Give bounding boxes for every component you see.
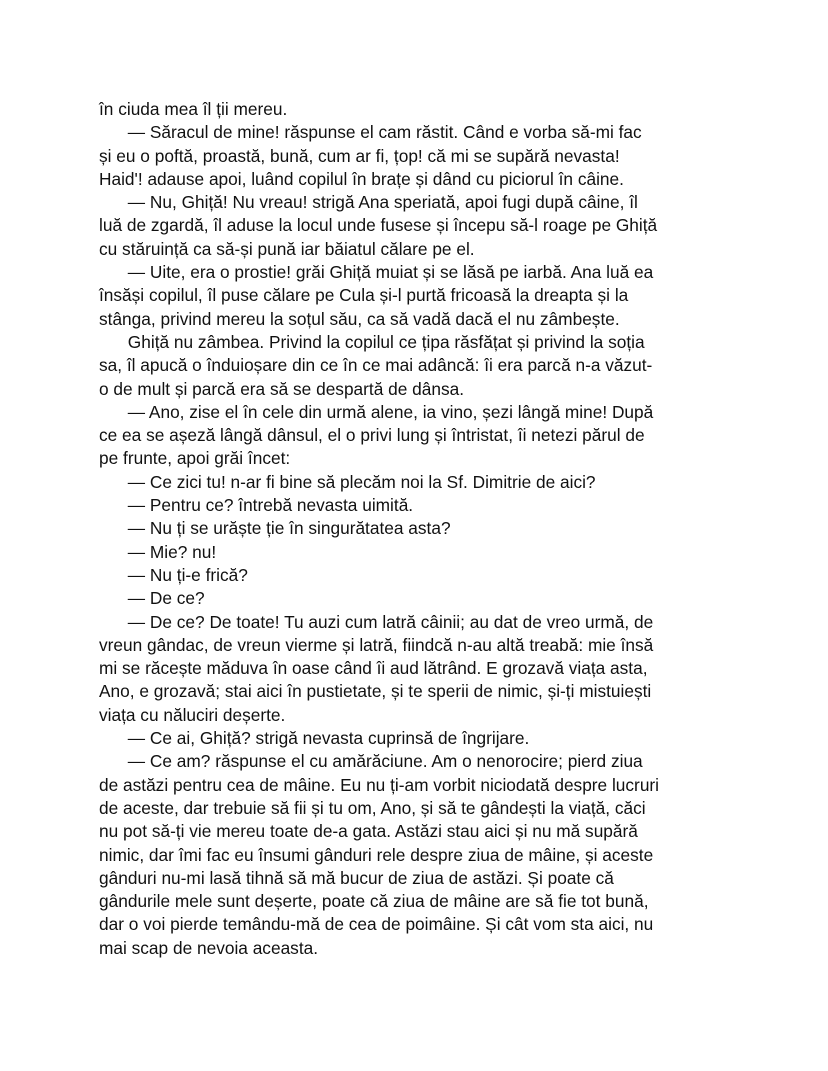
text-line: — Mie? nu! <box>99 541 217 562</box>
text-line: — Nu, Ghiță! Nu vreau! strigă Ana speriată, apoi fugi după câine, îl <box>99 192 638 213</box>
text-line: sa, îl apucă o înduioșare din ce în ce mai adâncă: îi era parcă n-a văzut- <box>99 355 653 376</box>
text-line: cu stăruință ca să-și pună iar băiatul călare pe el. <box>99 238 475 259</box>
text-line: stânga, privind mereu la soțul său, ca să vadă dacă el nu zâmbește. <box>99 308 620 329</box>
text-line: — Nu ți-e frică? <box>99 564 248 585</box>
text-line: Haid'! adause apoi, luând copilul în brațe și dând cu piciorul în câine. <box>99 168 624 189</box>
text-line: — De ce? <box>99 588 205 609</box>
text-line: — Uite, era o prostie! grăi Ghiță muiat și se lăsă pe iarbă. Ana luă ea <box>99 262 654 283</box>
text-line: dar o voi pierde temându-mă de cea de poimâine. Și cât vom sta aici, nu <box>99 914 654 935</box>
text-line: nu pot să-ți vie mereu toate de-a gata. Astăzi stau aici și nu mă supără <box>99 821 638 842</box>
text-line: gândurile mele sunt deșerte, poate că ziua de mâine are să fie tot bună, <box>99 891 649 912</box>
text-line: — De ce? De toate! Tu auzi cum latră câinii; au dat de vreo urmă, de <box>99 611 654 632</box>
text-line: — Ce ai, Ghiță? strigă nevasta cuprinsă de îngrijare. <box>99 728 530 749</box>
text-line: de aceste, dar trebuie să fii și tu om, Ano, și să te gândești la viață, căci <box>99 797 646 818</box>
text-line: o de mult și parcă era să se despartă de dânsa. <box>99 378 465 399</box>
text-line: mi se răcește măduva în oase când îi aud lătrând. E grozavă viața asta, <box>99 658 648 679</box>
text-line: gânduri nu-mi lasă tihnă să mă bucur de ziua de astăzi. Și poate că <box>99 867 614 888</box>
text-line: — Ano, zise el în cele din urmă alene, ia vino, șezi lângă mine! După <box>99 401 654 422</box>
text-line: — Nu ți se urăște ție în singurătatea asta? <box>99 518 451 539</box>
text-line: — Ce am? răspunse el cu amărăciune. Am o nenorocire; pierd ziua <box>99 751 643 772</box>
text-line: Ghiță nu zâmbea. Privind la copilul ce țipa răsfățat și privind la soția <box>99 331 645 352</box>
text-line: vreun gândac, de vreun vierme și latră, fiindcă n-au altă treabă: mie însă <box>99 634 654 655</box>
text-line: — Pentru ce? întrebă nevasta uimită. <box>99 495 414 516</box>
text-line: în ciuda mea îl ții mereu. <box>99 99 288 119</box>
text-line: de astăzi pentru cea de mâine. Eu nu ți-am vorbit niciodată despre lucruri <box>99 774 660 795</box>
text-line: luă de zgardă, îl aduse la locul unde fusese și începu să-l roage pe Ghiță <box>99 215 658 236</box>
document-text <box>99 98 739 960</box>
text-line: nimic, dar îmi fac eu însumi gânduri rele despre ziua de mâine, și aceste <box>99 844 654 865</box>
text-line: viața cu năluciri deșerte. <box>99 704 286 725</box>
text-line: ce ea se așeză lângă dânsul, el o privi lung și întristat, îi netezi părul de <box>99 425 645 446</box>
text-line: — Săracul de mine! răspunse el cam răstit. Când e vorba să-mi fac <box>99 122 642 143</box>
text-line: mai scap de nevoia aceasta. <box>99 937 319 958</box>
text-line: pe frunte, apoi grăi încet: <box>99 448 291 469</box>
text-line: Ano, e grozavă; stai aici în pustietate, și te sperii de nimic, și-ți mistuiești <box>99 681 652 702</box>
text-line: — Ce zici tu! n-ar fi bine să plecăm noi la Sf. Dimitrie de aici? <box>99 471 596 492</box>
text-line: însăși copilul, îl puse călare pe Cula și-l purtă fricoasă la dreapta și la <box>99 285 629 306</box>
text-line: și eu o poftă, proastă, bună, cum ar fi, țop! că mi se supără nevasta! <box>99 145 620 166</box>
